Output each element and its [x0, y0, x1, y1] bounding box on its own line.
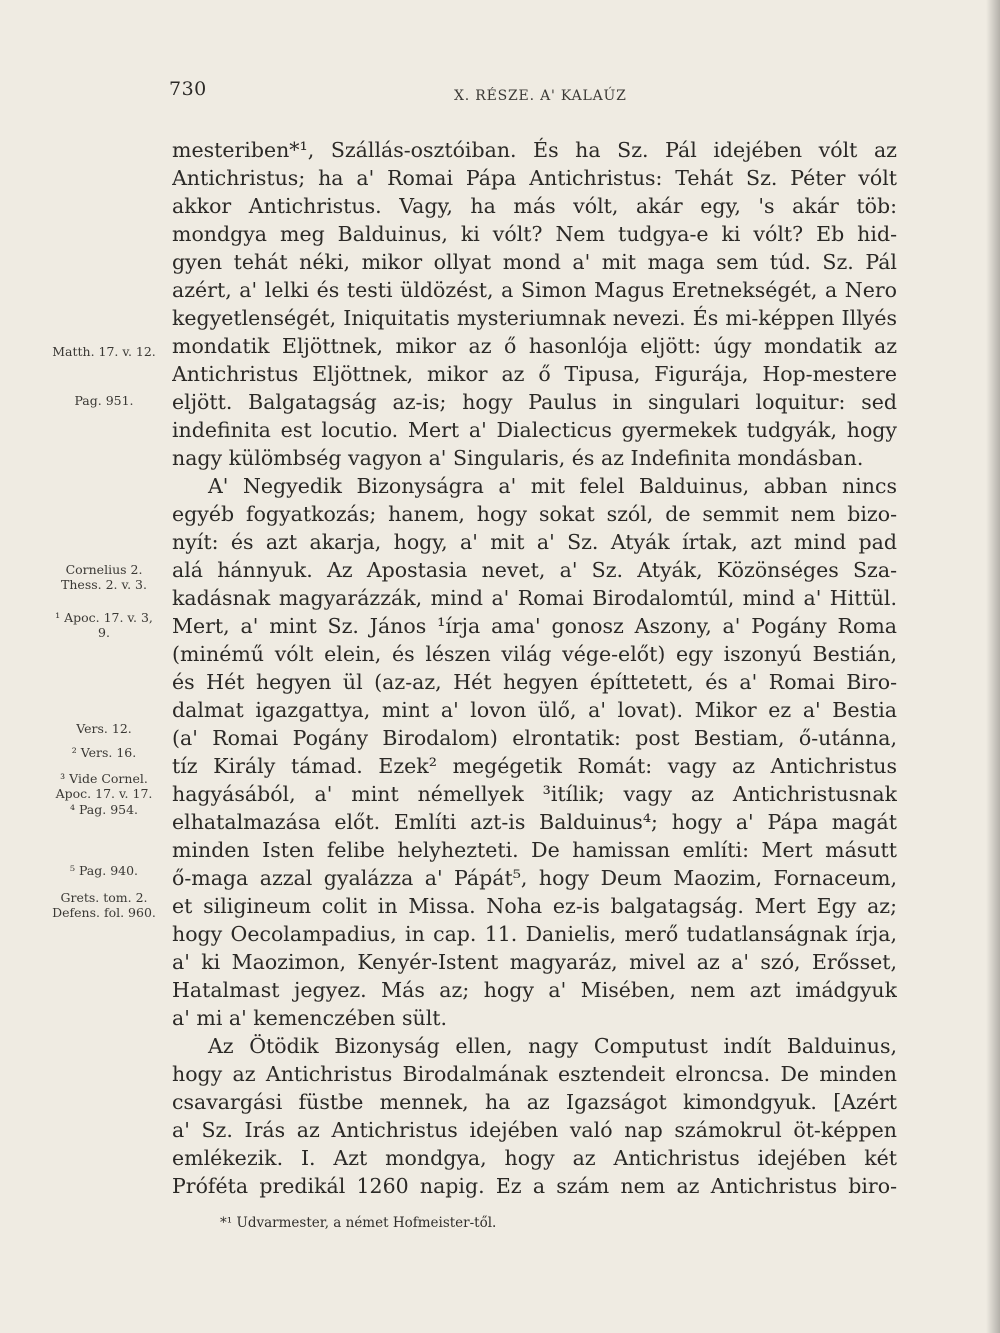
text-line: (a' Romai Pogány Birodalom) elrontatik: post Bestiam, ő-utánna, — [172, 726, 897, 750]
text-line: akkor Antichristus. Vagy, ha más vólt, akár egy, 's akár töb: — [172, 194, 897, 218]
margin-note: ⁴ Pag. 954. — [69, 802, 139, 817]
text-line: Az Ötödik Bizonyság ellen, nagy Computust indít Balduinus, — [208, 1034, 897, 1058]
text-line: dalmat igazgattya, mint a' lovon ülő, a' lovat). Mikor ez a' Bestia — [172, 698, 897, 722]
text-line: Hatalmast jegyez. Más az; hogy a' Misében, nem azt imádgyuk — [172, 978, 897, 1002]
text-line: A' Negyedik Bizonyságra a' mit felel Balduinus, abban nincs — [208, 474, 897, 498]
margin-note: ¹ Apoc. 17. v. 3, 9. — [55, 610, 153, 640]
text-line: csavargási füstbe mennek, ha az Igazságot kimondgyuk. [Azért — [172, 1090, 897, 1114]
margin-note: Matth. 17. v. 12. — [52, 344, 156, 359]
text-line: mondatik Eljöttnek, mikor az ő hasonlója eljött: úgy mondatik az — [172, 334, 897, 358]
running-head: X. RÉSZE. A' KALAÚZ — [454, 88, 627, 104]
body-text — [172, 136, 897, 1200]
text-line: Antichristus Eljöttnek, mikor az ő Tipusa, Figurája, Hop-mestere — [172, 362, 897, 386]
text-line: nyít: és azt akarja, hogy, a' mit a' Sz. Atyák írtak, azt mind pad — [172, 530, 897, 554]
margin-note: ³ Vide Cornel. Apoc. 17. v. 17. — [55, 771, 153, 801]
text-line: és Hét hegyen ül (az-az, Hét hegyen építtetett, és a' Romai Biro- — [172, 670, 897, 694]
text-line: kadásnak magyarázzák, mind a' Romai Birodalomtúl, mind a' Hittül. — [172, 586, 897, 610]
text-line: a' Sz. Irás az Antichristus idejében való nap számokrul öt-képpen — [172, 1118, 897, 1142]
page-edge-shadow — [986, 0, 1000, 1333]
text-line: hogy az Antichristus Birodalmának esztendeit elroncsa. De minden — [172, 1062, 897, 1086]
margin-note: ² Vers. 16. — [71, 745, 137, 760]
text-line: mondgya meg Balduinus, ki vólt? Nem tudgya-e ki vólt? Eb hid- — [172, 222, 897, 246]
text-line: indefinita est locutio. Mert a' Dialecticus gyermekek tudgyák, hogy — [172, 418, 897, 442]
margin-note: Cornelius 2. Thess. 2. v. 3. — [61, 562, 147, 592]
text-line: mesteriben*¹, Szállás-osztóiban. És ha Sz. Pál idejében vólt az — [172, 138, 897, 162]
text-line: ő-maga azzal gyalázza a' Pápát⁵, hogy Deum Maozim, Fornaceum, — [172, 866, 897, 890]
text-line: egyéb fogyatkozás; hanem, hogy sokat szól, de semmit nem bizo- — [172, 502, 897, 526]
margin-note: Vers. 12. — [76, 721, 132, 736]
text-line: nagy külömbség vagyon a' Singularis, és az Indefinita mondásban. — [172, 446, 864, 470]
text-line: a' ki Maozimon, Kenyér-Istent magyaráz, mivel az a' szó, Erősset, — [172, 950, 897, 974]
text-line: gyen tehát néki, mikor ollyat mond a' mit maga sem túd. Sz. Pál — [172, 250, 897, 274]
text-line: Antichristus; ha a' Romai Pápa Antichristus: Tehát Sz. Péter vólt — [172, 166, 897, 190]
text-line: emlékezik. I. Azt mondgya, hogy az Antichristus idejében két — [172, 1146, 897, 1170]
page-number: 730 — [169, 78, 207, 100]
text-line: hogy Oecolampadius, in cap. 11. Danielis, merő tudatlanságnak írja, — [172, 922, 897, 946]
text-line: a' mi a' kemenczében sült. — [172, 1006, 448, 1030]
margin-note: ⁵ Pag. 940. — [69, 863, 139, 878]
text-line: elhatalmazása előt. Említi azt-is Balduinus⁴; hogy a' Pápa magát — [172, 810, 897, 834]
margin-note: Grets. tom. 2. Defens. fol. 960. — [52, 890, 156, 920]
text-line: hagyásából, a' mint némellyek ³itílik; vagy az Antichristusnak — [172, 782, 897, 806]
margin-note: Pag. 951. — [74, 393, 134, 408]
text-line: Mert, a' mint Sz. János ¹írja ama' gonosz Aszony, a' Pogány Roma — [172, 614, 897, 638]
text-line: alá hánnyuk. Az Apostasia nevet, a' Sz. Atyák, Közönséges Sza- — [172, 558, 897, 582]
text-line: eljött. Balgatagság az-is; hogy Paulus in singulari loquitur: sed — [172, 390, 897, 414]
text-line: et siligineum colit in Missa. Noha ez-is balgatagság. Mert Egy az; — [172, 894, 897, 918]
footnote: *¹ Udvarmester, a német Hofmeister-től. — [220, 1215, 497, 1231]
text-line: Próféta predikál 1260 napig. Ez a szám nem az Antichristus biro- — [172, 1174, 897, 1198]
text-line: azért, a' lelki és testi üldözést, a Simon Magus Eretnekségét, a Nero — [172, 278, 897, 302]
text-line: minden Isten felibe helyhezteti. De hamissan említi: Mert másutt — [172, 838, 897, 862]
text-line: tíz Király támad. Ezek² megégetik Romát: vagy az Antichristus — [172, 754, 897, 778]
text-line: kegyetlenségét, Iniquitatis mysteriumnak nevezi. És mi-képpen Illyés — [172, 306, 897, 330]
text-line: (minémű vólt elein, és lészen világ vége-előt) egy iszonyú Bestián, — [172, 642, 897, 666]
